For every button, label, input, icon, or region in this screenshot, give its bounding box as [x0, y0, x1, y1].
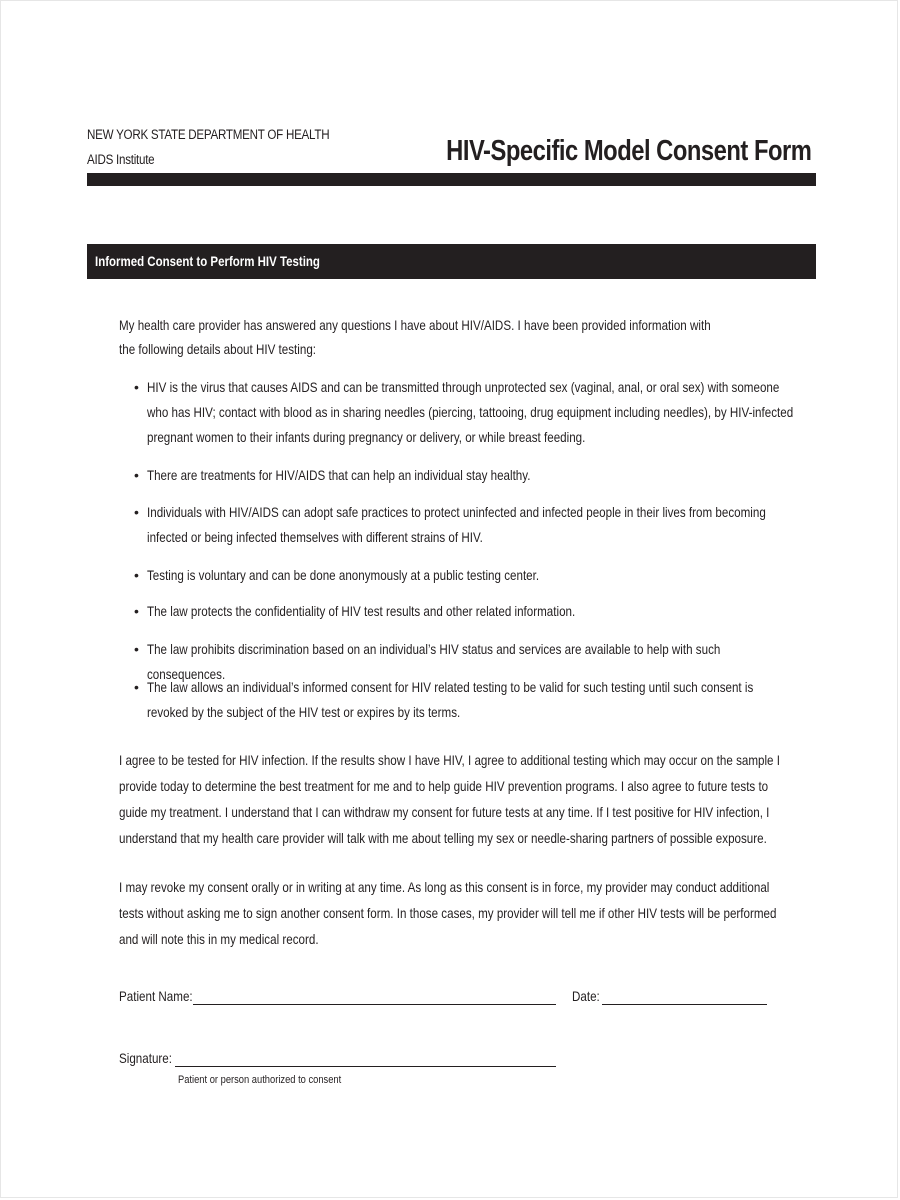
institute-name: AIDS Institute	[87, 152, 155, 167]
section-heading-bar	[87, 244, 816, 279]
form-title: HIV-Specific Model Consent Form	[445, 135, 811, 167]
agreement-paragraph: I agree to be tested for HIV infection. If the results show I have HIV, I agree to additional testing which may occur on the sample I provide today to determine the best treatment for me and to help guide HIV prevention programs. I also agree to future tests to guide my treatment. I understand that I can withdraw my consent for future tests at any time. If I test positive for HIV infection, I understand that my health care provider will talk with me about telling my sex or needle-sharing partners of possible exposure.	[119, 752, 780, 846]
bullet-text: The law protects the confidentiality of HIV test results and other related information.	[147, 603, 576, 619]
date-field[interactable]	[602, 1004, 767, 1005]
bullet-icon: •	[134, 603, 139, 619]
bullet-text: HIV is the virus that causes AIDS and can be transmitted through unprotected sex (vaginal, anal, or oral sex) with someone who has HIV; contact with blood as in sharing needles (piercing, tattooing, drug equipment including needles), by HIV-infected pregnant women to their infants during pregnancy or delivery, or while breast feeding.	[147, 379, 794, 445]
bullet-text: Testing is voluntary and can be done anonymously at a public testing center.	[147, 567, 540, 583]
section-heading: Informed Consent to Perform HIV Testing	[95, 253, 320, 269]
header-rule	[87, 173, 816, 186]
signature-field[interactable]	[175, 1066, 556, 1067]
intro-paragraph: My health care provider has answered any questions I have about HIV/AIDS. I have been provided information with the following details about HIV testing:	[119, 317, 711, 357]
bullet-icon: •	[134, 379, 139, 395]
bullet-icon: •	[134, 467, 139, 483]
bullet-icon: •	[134, 679, 139, 695]
patient-name-field[interactable]	[193, 1004, 556, 1005]
bullet-icon: •	[134, 504, 139, 520]
bullet-text: The law allows an individual’s informed consent for HIV related testing to be valid for such testing until such consent is revoked by the subject of the HIV test or expires by its terms.	[147, 679, 754, 720]
bullet-text: The law prohibits discrimination based on an individual’s HIV status and services are available to help with such consequences.	[147, 641, 721, 682]
bullet-icon: •	[134, 641, 139, 657]
department-name: NEW YORK STATE DEPARTMENT OF HEALTH	[87, 127, 330, 142]
signature-label: Signature:	[119, 1050, 172, 1066]
department-block	[87, 122, 329, 172]
bullet-text: There are treatments for HIV/AIDS that can help an individual stay healthy.	[147, 467, 531, 483]
signature-note: Patient or person authorized to consent	[178, 1074, 342, 1086]
patient-name-label: Patient Name:	[119, 988, 193, 1004]
bullet-icon: •	[134, 567, 139, 583]
revocation-paragraph: I may revoke my consent orally or in writing at any time. As long as this consent is in force, my provider may conduct additional tests without asking me to sign another consent form. In those cases, my provider will tell me if other HIV tests will be performed and will note this in my medical record.	[119, 879, 777, 947]
date-label: Date:	[572, 988, 600, 1004]
bullet-text: Individuals with HIV/AIDS can adopt safe practices to protect uninfected and infected people in their lives from becoming infected or being infected themselves with different strains of HIV.	[147, 504, 766, 545]
